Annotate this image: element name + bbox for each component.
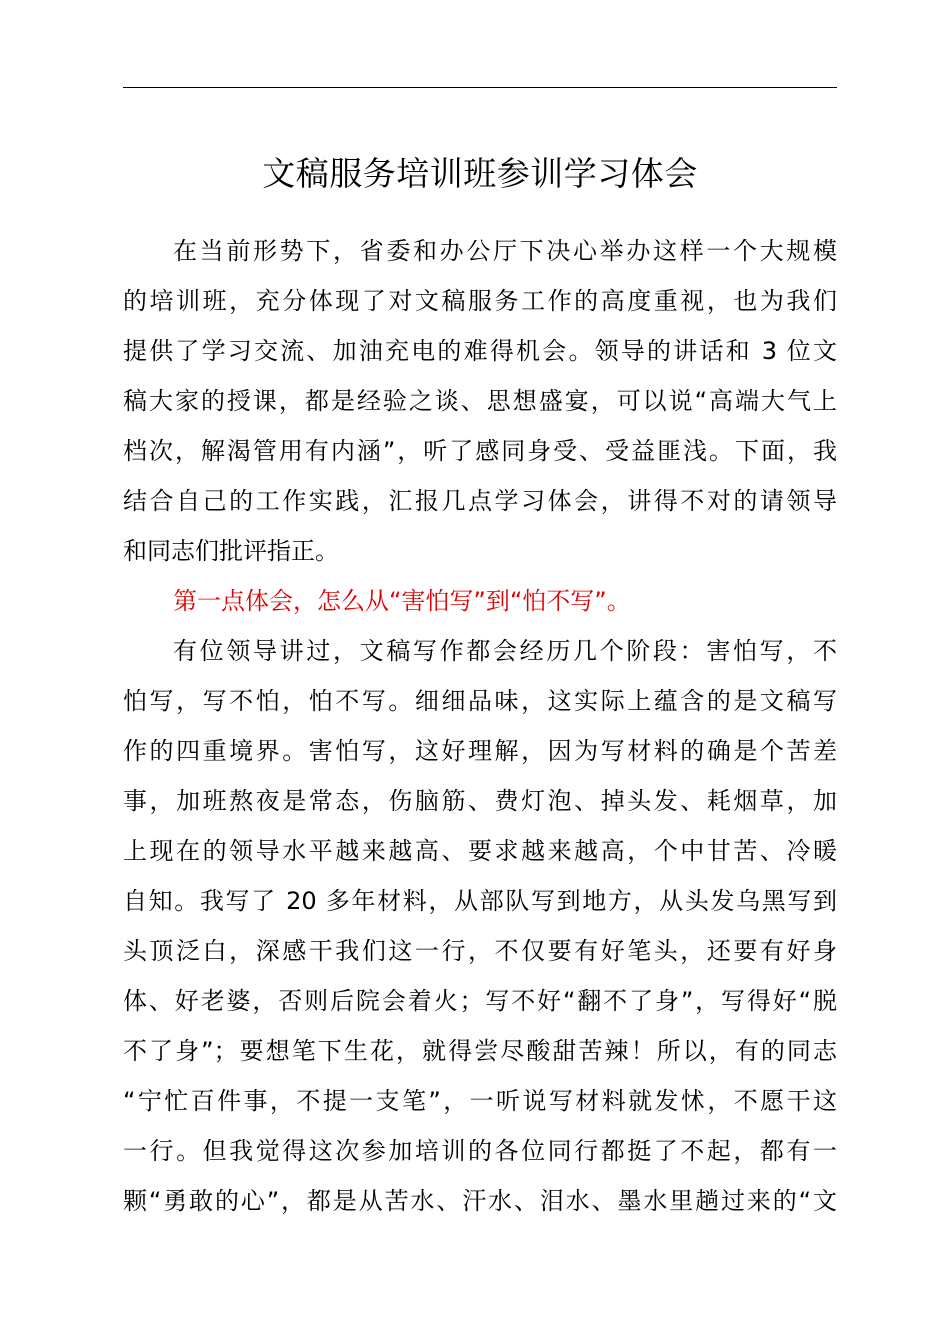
paragraph-1-line-2: 的培训班，充分体现了对文稿服务工作的高度重视，也为我们 [123,287,837,315]
paragraph-2-line-12: 颗“勇敢的心”，都是从苦水、汗水、泪水、墨水里趟过来的“文 [123,1187,837,1215]
paragraph-1-line-4: 稿大家的授课，都是经验之谈、思想盛宴，可以说“高端大气上 [123,387,837,415]
paragraph-1-line-3: 提供了学习交流、加油充电的难得机会。领导的讲话和 3 位文 [123,337,837,365]
paragraph-2-line-10: “宁忙百件事，不提一支笔”，一听说写材料就发怵，不愿干这 [123,1087,837,1115]
section-heading-1: 第一点体会，怎么从“害怕写”到“怕不写”。 [173,587,631,615]
paragraph-1-line-6: 结合自己的工作实践，汇报几点学习体会，讲得不对的请领导 [123,487,837,515]
header-rule [123,87,837,88]
paragraph-2-line-5: 上现在的领导水平越来越高、要求越来越高，个中甘苦、冷暖 [123,837,837,865]
paragraph-2-line-1: 有位领导讲过，文稿写作都会经历几个阶段：害怕写，不 [173,637,837,665]
paragraph-2-line-11: 一行。但我觉得这次参加培训的各位同行都挺了不起，都有一 [123,1137,837,1165]
paragraph-2-line-4: 事，加班熬夜是常态，伤脑筋、费灯泡、掉头发、耗烟草，加 [123,787,837,815]
paragraph-2-line-3: 作的四重境界。害怕写，这好理解，因为写材料的确是个苦差 [123,737,837,765]
document-body [123,226,837,1226]
paragraph-1-line-7: 和同志们批评指正。 [123,537,339,565]
paragraph-1-line-1: 在当前形势下，省委和办公厅下决心举办这样一个大规模 [173,237,837,265]
paragraph-1-line-5: 档次，解渴管用有内涵”，听了感同身受、受益匪浅。下面，我 [123,437,837,465]
paragraph-2-line-2: 怕写，写不怕，怕不写。细细品味，这实际上蕴含的是文稿写 [123,687,837,715]
paragraph-2-line-7: 头顶泛白，深感干我们这一行，不仅要有好笔头，还要有好身 [123,937,837,965]
paragraph-2-line-8: 体、好老婆，否则后院会着火；写不好“翻不了身”，写得好“脱 [123,987,837,1015]
paragraph-2-line-6: 自知。我写了 20 多年材料，从部队写到地方，从头发乌黑写到 [123,887,837,915]
paragraph-2-line-9: 不了身”；要想笔下生花，就得尝尽酸甜苦辣！所以，有的同志 [123,1037,837,1065]
document-title: 文稿服务培训班参训学习体会 [262,154,698,193]
